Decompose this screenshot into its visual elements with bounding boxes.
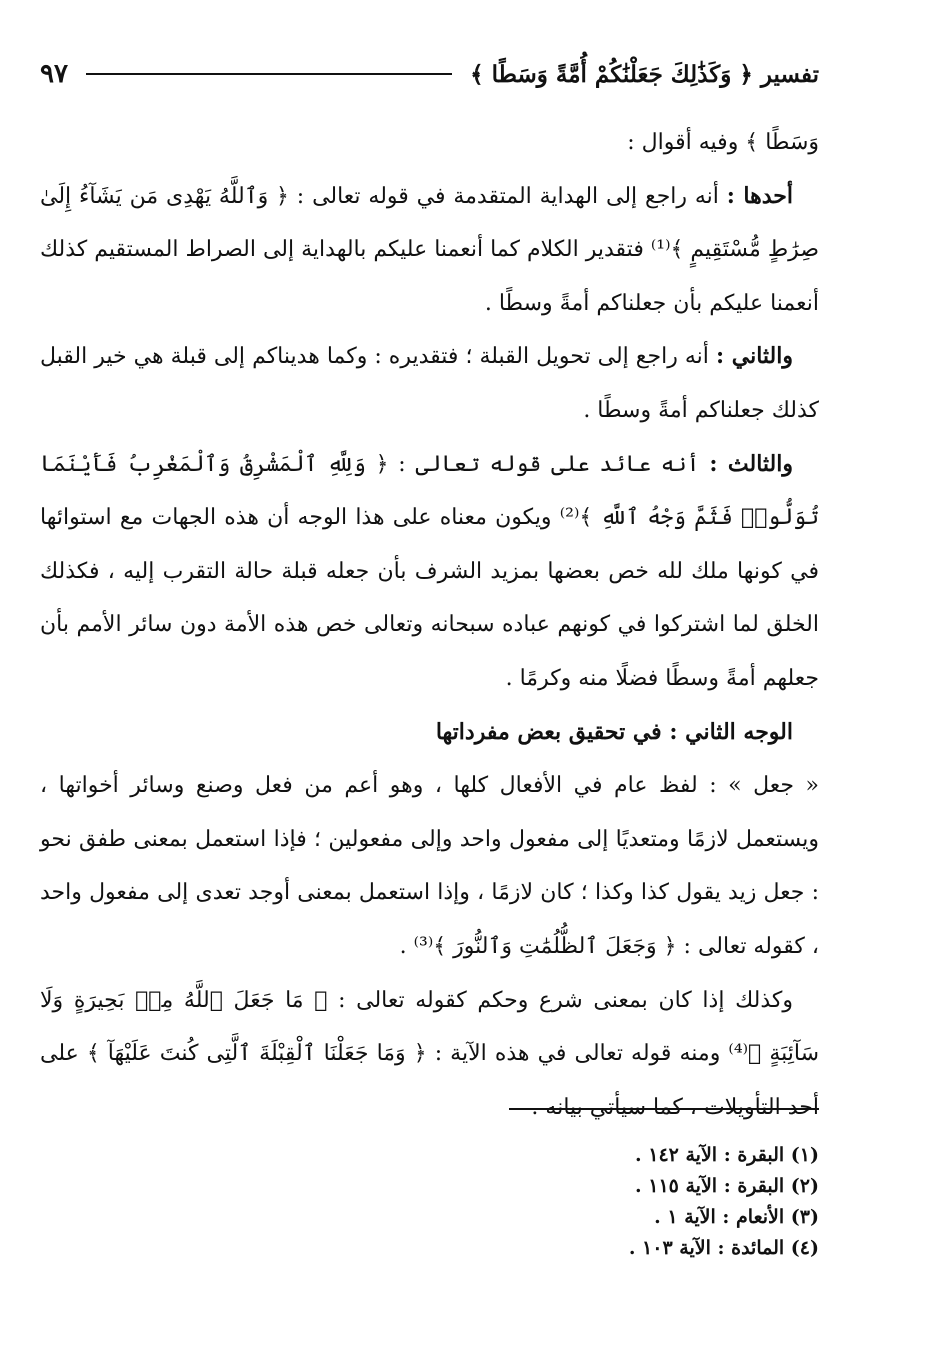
paragraph-lead: والثالث : — [709, 450, 793, 477]
running-title: تفسير ﴿ وَكَذَٰلِكَ جَعَلْنَٰكُمْ أُمَّةً وَسَطًا ﴾ — [470, 60, 819, 88]
footnote-item: (١) البقرة : الآية ١٤٢ . — [635, 1144, 819, 1166]
paragraph-lead: أحدها : — [726, 182, 793, 209]
paragraph-text: في تحقيق بعض مفرداتها — [435, 718, 670, 745]
paragraph-6 — [40, 974, 819, 1135]
footnote-rule — [509, 1108, 819, 1110]
paragraph-2 — [40, 170, 819, 331]
footnote-item: (٤) المائدة : الآية ١٠٣ . — [628, 1237, 819, 1259]
paragraph-text: « جعل » : لفظ عام في الأفعال كلها ، وهو أعم من فعل وصنع وسائر أخواتها ، ويستعمل لازمًا ومتعديًا إلى مفعول واحد وإلى مفعولين ؛ فإذا استعمل بمعنى طفق نحو : جعل زيد يقول كذا وكذا ؛ كان لازمًا ، وإذا استعمل بمعنى أوجد تعدى إلى مفعول واحد ، كقوله تعالى : ﴿ وَجَعَلَ ٱلظُّلُمَٰتِ وَٱلنُّورَ ﴾⁽³⁾ . — [40, 773, 819, 959]
main-text — [40, 116, 819, 1134]
paragraph-lead: الوجه الثاني : — [669, 718, 793, 745]
footnote-item: (٣) الأنعام : الآية ١ . — [654, 1206, 819, 1228]
footnotes — [420, 1140, 819, 1264]
footnote-item: (٢) البقرة : الآية ١١٥ . — [635, 1175, 819, 1197]
paragraph-text: أنه عائد على قوله تعالى : ﴿ وَلِلَّهِ ٱلْمَشْرِقُ وَٱلْمَغْرِبُ فَأَيْنَمَا تُوَلُّوا۟ فَثَمَّ وَجْهُ ٱللَّهِ ﴾⁽²⁾ ويكون معناه على هذا الوجه أن هذه الجهات مع استوائها في كونها ملك لله خص بعضها بمزيد الشرف بأن جعله قبلة حالة التقرب إليه ، فكذلك الخلق لما اشتركوا في كونهم عباده سبحانه وتعالى خص هذه الأمة دون سائر الأمم بأن جعلهم أمةً وسطًا فضلًا منه وكرمًا . — [40, 451, 819, 691]
paragraph-3 — [40, 330, 819, 437]
paragraph-5 — [40, 759, 819, 973]
paragraph-1 — [40, 116, 819, 170]
paragraph-text: وَسَطًا ﴾ وفيه أقوال : — [627, 130, 819, 155]
paragraph-lead: والثاني : — [715, 343, 793, 370]
header-rule — [86, 73, 452, 75]
paragraph-text: أنه راجع إلى الهداية المتقدمة في قوله تعالى : ﴿ وَٱللَّهُ يَهْدِى مَن يَشَآءُ إِلَىٰ صِرَٰطٍ مُّسْتَقِيمٍ ﴾⁽¹⁾ فتقدير الكلام كما أنعمنا عليكم بالهداية إلى الصراط المستقيم كذلك أنعمنا عليكم بأن جعلناكم أمةً وسطًا . — [40, 183, 819, 316]
section-heading — [40, 706, 819, 760]
running-header — [40, 52, 819, 96]
paragraph-text: وكذلك إذا كان بمعنى شرع وحكم كقوله تعالى : ﴿ مَا جَعَلَ ٱللَّهُ مِنۢ بَحِيرَةٍ وَلَا سَآئِبَةٍ ﴾⁽⁴⁾ ومنه قوله تعالى في هذه الآية : ﴿ وَمَا جَعَلْنَا ٱلْقِبْلَةَ ٱلَّتِى كُنتَ عَلَيْهَآ ﴾ على أحد التأويلات ، كما سيأتي بيانه . — [40, 987, 820, 1120]
paragraph-4 — [40, 438, 819, 706]
page-number: ٩٧ — [40, 59, 68, 89]
paragraph-text: أنه راجع إلى تحويل القبلة ؛ فتقديره : وكما هديناكم إلى قبلة هي خير القبل كذلك جعلناكم أمةً وسطًا . — [40, 344, 819, 423]
